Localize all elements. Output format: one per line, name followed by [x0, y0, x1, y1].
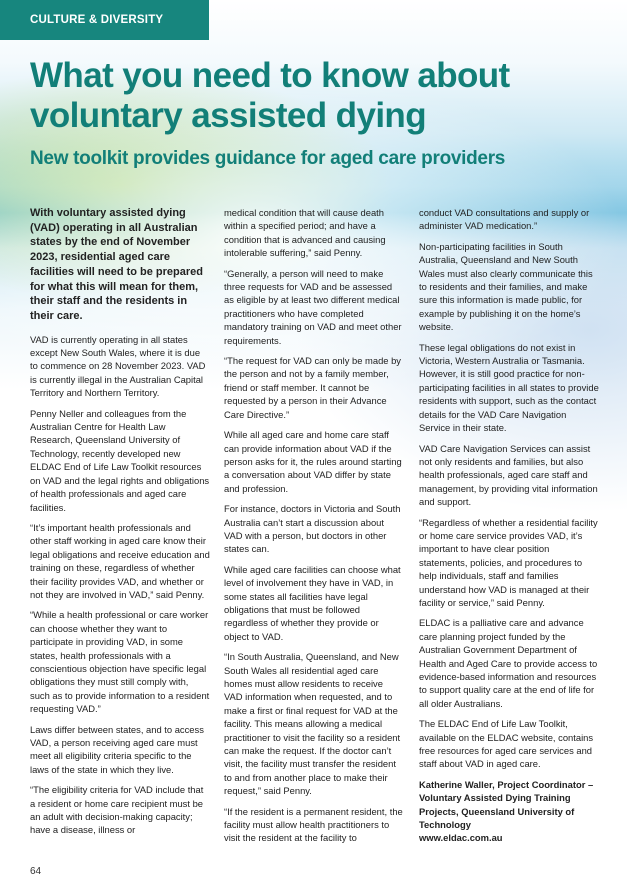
- body-paragraph: These legal obligations do not exist in Victoria, Western Australia or Tasmania. However, it is still good practice for non-participating facilities in all states to provide residents with support, such as the contact details for the VAD Care Navigation Service in their state.: [419, 341, 599, 434]
- body-paragraph: While aged care facilities can choose what level of involvement they have in VAD, in some states all facilities have legal obligations that must be followed regardless of whether they provide or object to VAD.: [224, 563, 401, 642]
- body-paragraph: Laws differ between states, and to access VAD, a person receiving aged care must meet all eligibility criteria specific to the laws of the state in which they live.: [30, 723, 204, 775]
- section-tag: CULTURE & DIVERSITY: [0, 0, 209, 40]
- body-paragraph: ELDAC is a palliative care and advance care planning project funded by the Australian Government Department of Health and Aged Care to provide access to evidence-based information and resources to support quality care at the end of life for all older Australians.: [419, 617, 598, 709]
- body-paragraph: “It’s important health professionals and other staff working in aged care know their legal obligations and receive education and training on these, regardless of whether their facility provides VAD, and whether or not they are involved in VAD,” said Penny.: [30, 521, 210, 600]
- body-paragraph: “While a health professional or care worker can choose whether they want to participate in providing VAD, in some states, health professionals with a conscientious objection have specific legal obligations they must still comply with, such as to provide information to a resident requesting VAD.”: [30, 609, 210, 715]
- article-title: What you need to know about voluntary assisted dying: [30, 56, 510, 135]
- body-paragraph: “In South Australia, Queensland, and New South Wales all residential aged care homes must allow residents to receive VAD information when requested, and to make a first or final request for VAD at the facility. This means allowing a medical practitioner to visit the facility so a resident can make the request. If the doctor can’t visit, the facility must transfer the resident to and from another place to make their request,” said Penny.: [224, 651, 401, 797]
- body-paragraph: For instance, doctors in Victoria and South Australia can’t start a discussion about VAD with a person, but doctors in other states can.: [224, 503, 401, 555]
- lead-paragraph: With voluntary assisted dying (VAD) operating in all Australian states by the end of November 2023, residential aged care facilities will need to be prepared for what this will mean for them, their staff and the residents in their care.: [30, 207, 203, 322]
- body-paragraph: Penny Neller and colleagues from the Australian Centre for Health Law Research, Queensland University of Technology, recently developed new ELDAC End of Life Law Toolkit resources on VAD and the legal rights and obligations of health professionals and aged care facilities.: [30, 407, 210, 513]
- author-byline: Katherine Waller, Project Coordinator – Voluntary Assisted Dying Training Projects, Queensland University of Technology: [419, 778, 594, 831]
- body-paragraph: “Regardless of whether a residential facility or home care service provides VAD, it’s important to have clear position statements, policies, and procedures to help individuals, staff and families understand how VAD is managed at their facility or service,” said Penny.: [419, 516, 598, 608]
- body-paragraph: “The eligibility criteria for VAD include that a resident or home care recipient must be an adult with decision-making capacity; have a disease, illness or: [30, 784, 204, 836]
- body-paragraph: “Generally, a person will need to make three requests for VAD and be assessed as eligible by at least two different medical practitioners who have completed mandatory training on VAD and meet other requirements.: [224, 267, 402, 346]
- body-paragraph: VAD is currently operating in all states except New South Wales, where it is due to commence on 28 November 2023. VAD is currently illegal in the Australian Capital Territory and Northern Territory.: [30, 333, 206, 399]
- website-link[interactable]: www.eldac.com.au: [419, 832, 503, 844]
- body-paragraph: medical condition that will cause death within a specified period; and have a condition that is advanced and causing intolerable suffering,” said Penny.: [224, 207, 386, 259]
- body-paragraph: Non-participating facilities in South Australia, Queensland and New South Wales must also clearly communicate this to residents and their families, and make sure this information is made public, for example by publishing it on the home’s website.: [419, 240, 593, 333]
- column-3: [419, 206, 599, 845]
- body-paragraph: “If the resident is a permanent resident, the facility must allow health practitioners to visit the resident at the facility to: [224, 805, 403, 844]
- article-subtitle: New toolkit provides guidance for aged care providers: [30, 148, 506, 169]
- body-paragraph: The ELDAC End of Life Law Toolkit, available on the ELDAC website, contains free resources for aged care services and staff about VAD in aged care.: [419, 718, 594, 770]
- body-paragraph: “The request for VAD can only be made by the person and not by a family member, friend or staff member. It cannot be requested by a person in their Advance Care Directive.”: [224, 355, 401, 420]
- body-paragraph: conduct VAD consultations and supply or administer VAD medication.”: [419, 207, 590, 232]
- column-1: [30, 206, 210, 844]
- body-paragraph: While all aged care and home care staff can provide information about VAD if the person asks for it, the rules around starting a conversation about VAD differ by state and profession.: [224, 429, 402, 494]
- body-paragraph: VAD Care Navigation Services can assist not only residents and families, but also health professionals, aged care staff and management, by providing vital information and support.: [419, 442, 598, 508]
- column-2: [224, 206, 404, 852]
- page-number: 64: [30, 866, 42, 877]
